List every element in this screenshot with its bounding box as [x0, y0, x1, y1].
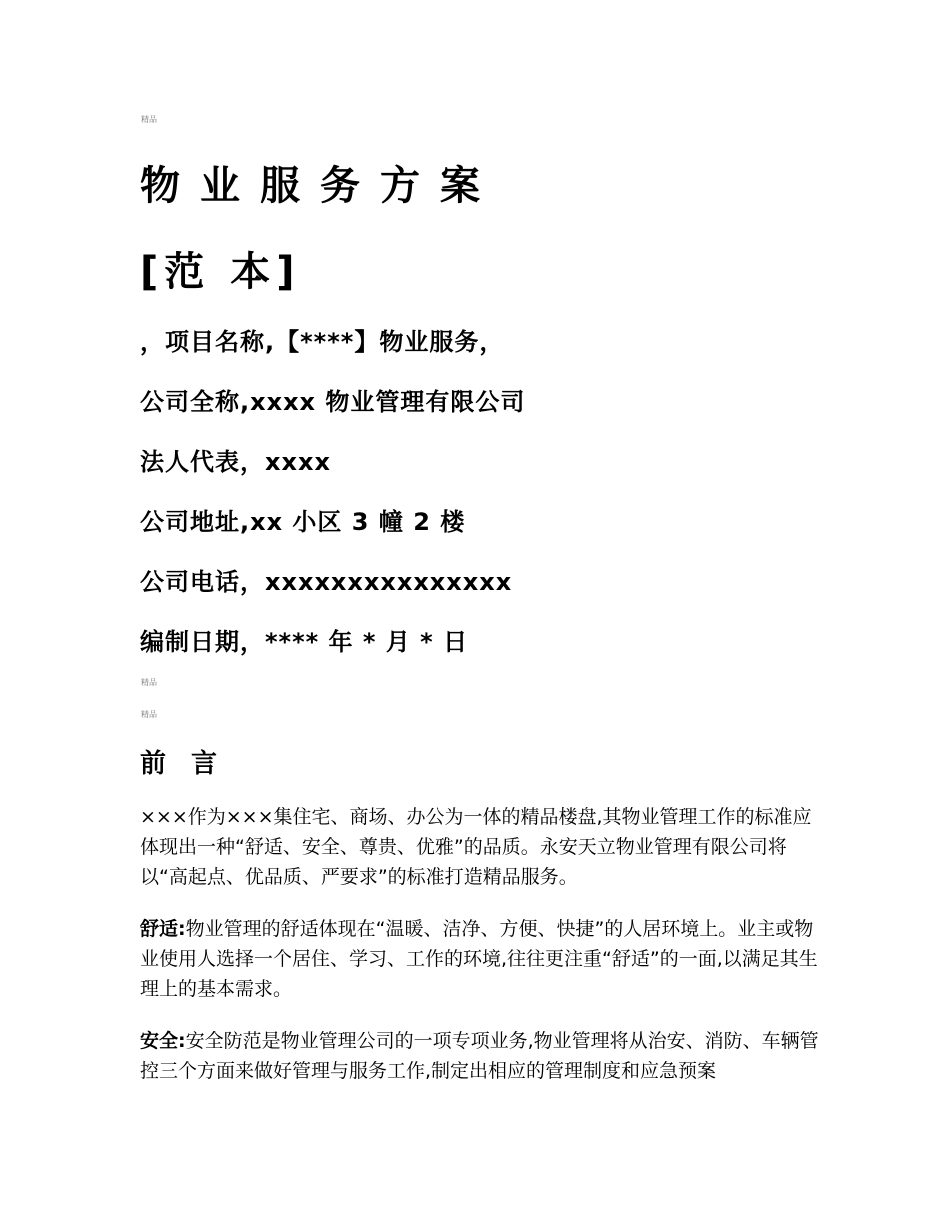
watermark-text: 精品 [141, 678, 157, 687]
paragraph-text: ×××作为×××集住宅、商场、办公为一体的精品楼盘,其物业管理工作的标准应体现出一种“舒适、安全、尊贵、优雅”的品质。永安天立物业管理有限公司将以“高起点、优品质、严要求”的标准打造精品服务。 [140, 806, 812, 888]
paragraph-lead: 安全: [140, 1030, 186, 1052]
project-name-line: ，项目名称,【****】物业服务， [140, 328, 505, 356]
paragraph-text: 安全防范是物业管理公司的一项专项业务,物业管理将从治安、消防、车辆管控三个方面来做好管理与服务工作,制定出相应的管理制度和应急预案 [140, 1030, 819, 1082]
legal-representative-line: 法人代表，xxxx [140, 448, 331, 476]
document-title: 物业服务方案 [140, 163, 500, 209]
company-phone-line: 公司电话，xxxxxxxxxxxxxxx [140, 568, 513, 596]
paragraph-lead: 舒适: [140, 918, 186, 940]
watermark-text: 精品 [141, 710, 157, 719]
paragraph-text: 物业管理的舒适体现在“温暖、洁净、方便、快捷”的人居环境上。业主或物业使用人选择一个居住、学习、工作的环境,往往更注重“舒适”的一面,以满足其生理上的基本需求。 [140, 918, 818, 1000]
watermark-text: 精品 [141, 115, 157, 124]
comfort-paragraph [140, 914, 820, 1004]
document-subtitle: [范 本] [140, 249, 301, 295]
compile-date-line: 编制日期，**** 年 * 月 * 日 [140, 628, 469, 656]
preface-paragraph [140, 802, 820, 892]
safety-paragraph [140, 1026, 820, 1086]
preface-heading: 前 言 [140, 749, 226, 779]
company-name-line: 公司全称,xxxx 物业管理有限公司 [140, 388, 526, 416]
company-address-line: 公司地址,xx 小区 3 幢 2 楼 [140, 508, 466, 536]
